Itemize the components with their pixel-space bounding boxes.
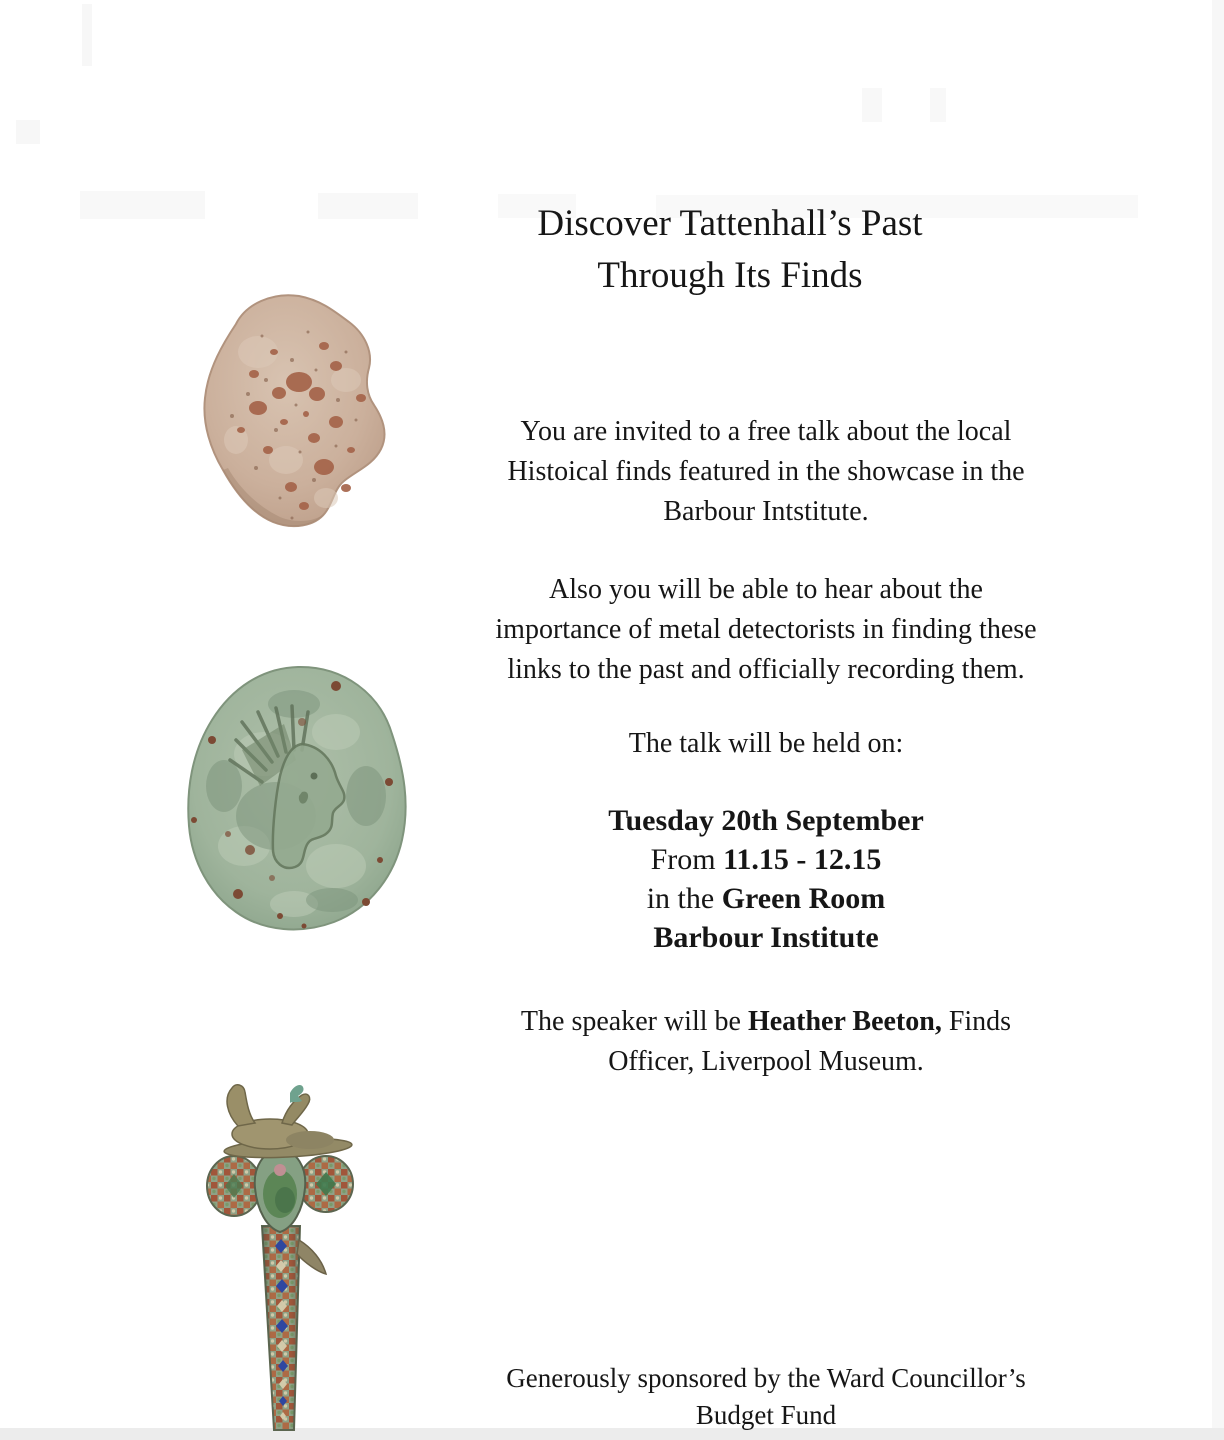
page-title-line-2: Through Its Finds	[597, 255, 863, 296]
detectorists-line-2: importance of metal detectorists in finding these	[495, 614, 1037, 645]
speaker-line-1	[420, 1002, 1112, 1042]
event-venue: Barbour Institute	[653, 921, 879, 954]
intro-line-2: Histoical finds featured in the showcase in the	[507, 456, 1025, 487]
roman-coin-image	[184, 664, 412, 934]
enamelled-pin-image	[198, 1078, 362, 1434]
speaker-suffix: Finds	[941, 1006, 1012, 1037]
event-date: Tuesday 20th September	[608, 804, 924, 837]
scan-ghost-mark	[862, 88, 882, 122]
page-title-line-1: Discover Tattenhall’s Past	[537, 203, 923, 244]
sponsor-paragraph	[420, 1360, 1112, 1434]
page-title	[328, 198, 1132, 302]
event-room-line	[420, 879, 1112, 918]
sherd-body	[204, 295, 384, 526]
detectorists-line-3: links to the past and officially recording them.	[507, 654, 1025, 685]
event-time-line	[420, 840, 1112, 879]
pin-centre-pink-dot	[274, 1164, 286, 1176]
intro-line-3: Barbour Intstitute.	[663, 496, 869, 527]
scan-ghost-mark	[80, 191, 205, 219]
page-right-edge-strip	[1212, 0, 1224, 1440]
pottery-sherd-image	[196, 290, 402, 530]
intro-line-1: You are invited to a free talk about the local	[520, 416, 1012, 447]
event-time: 11.15 - 12.15	[723, 843, 882, 876]
pin-left-horn	[227, 1085, 255, 1126]
event-room: Green Room	[721, 882, 886, 915]
scan-ghost-mark	[16, 120, 40, 144]
scan-ghost-mark	[82, 4, 92, 66]
speaker-paragraph	[420, 1002, 1112, 1082]
event-time-prefix: From	[650, 843, 724, 876]
intro-paragraph	[420, 412, 1112, 532]
coin-portrait-eye	[311, 773, 318, 780]
detectorists-paragraph	[420, 570, 1112, 690]
speaker-line-2: Officer, Liverpool Museum.	[608, 1046, 924, 1077]
pin-centre-dark-patch	[275, 1187, 295, 1213]
pin-top-knob-right	[286, 1131, 334, 1149]
event-room-prefix: in the	[646, 882, 722, 915]
detectorists-line-1: Also you will be able to hear about the	[549, 574, 983, 605]
event-details	[420, 801, 1112, 957]
pin-side-thorn	[297, 1240, 326, 1274]
sponsor-line-2: Budget Fund	[695, 1400, 837, 1430]
speaker-prefix: The speaker will be	[520, 1006, 748, 1037]
held-on-line: The talk will be held on:	[628, 728, 904, 759]
speaker-name: Heather Beeton,	[747, 1006, 942, 1037]
sponsor-line-1: Generously sponsored by the Ward Councillor’s	[506, 1363, 1026, 1393]
scan-ghost-mark	[930, 88, 946, 122]
